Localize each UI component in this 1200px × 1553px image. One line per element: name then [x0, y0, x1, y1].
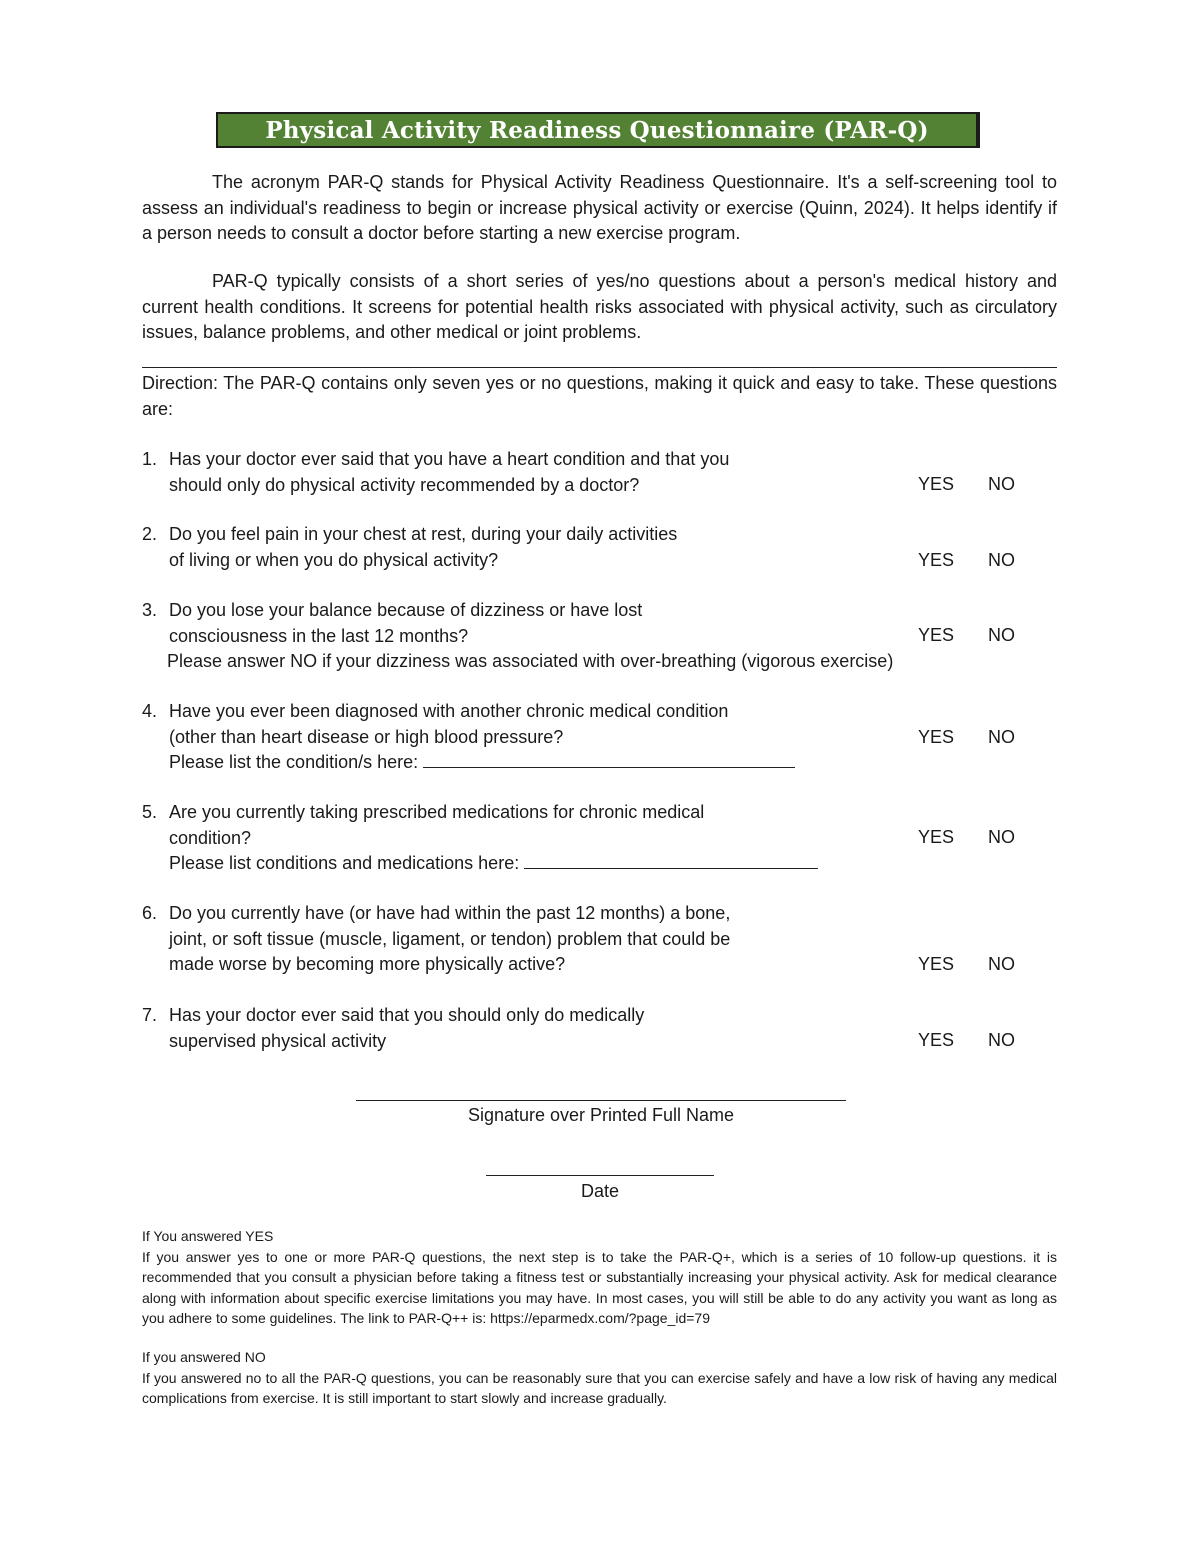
medications-input-line[interactable] [524, 852, 818, 869]
q3-no-option[interactable]: NO [988, 625, 1015, 645]
q2-no-option[interactable]: NO [988, 550, 1015, 570]
question-note: Please answer NO if your dizziness was associated with over-breathing (vigorous exercise) [167, 651, 894, 671]
question-text-line: Do you lose your balance because of dizziness or have lost [169, 600, 643, 620]
if-no-heading: If you answered NO [142, 1349, 266, 1365]
q2-yes-option[interactable]: YES [918, 550, 955, 570]
if-yes-section [142, 1226, 1057, 1329]
question-text-line: made worse by becoming more physically active? [169, 954, 566, 974]
question-number: 7. [142, 1005, 158, 1025]
intro-paragraph-1 [142, 170, 1057, 247]
title-banner [216, 112, 980, 148]
question-note-line [142, 750, 1057, 776]
question-text-line: of living or when you do physical activity? [169, 549, 499, 570]
question-text-line: Have you ever been diagnosed with another chronic medical condition [169, 701, 729, 721]
question-text-line: Has your doctor ever said that you should only do medically [169, 1005, 645, 1025]
if-no-section [142, 1347, 1057, 1409]
condition-input-line[interactable] [423, 751, 795, 768]
q1-no-option[interactable]: NO [988, 474, 1015, 494]
q3-yes-option[interactable]: YES [918, 625, 955, 645]
page-title: Physical Activity Readiness Questionnaire (PAR-Q) [265, 116, 929, 144]
question-text-line: Do you currently have (or have had within the past 12 months) a bone, [169, 903, 731, 923]
question-number: 1. [142, 449, 158, 469]
question-text-line: should only do physical activity recommended by a doctor? [169, 474, 640, 495]
q4-no-option[interactable]: NO [988, 727, 1015, 747]
question-text-line: joint, or soft tissue (muscle, ligament, or tendon) problem that could be [169, 928, 731, 949]
question-text-line: supervised physical activity [169, 1030, 387, 1051]
date-line[interactable] [486, 1175, 714, 1176]
q7-yes-option[interactable]: YES [918, 1030, 955, 1050]
section-divider [142, 367, 1057, 368]
question-text-line: condition? [169, 827, 252, 848]
intro-paragraph-2-text: PAR-Q typically consists of a short series of yes/no questions about a person's medical history and current health conditions. It screens for potential health risks associated with physical activity, such as circulatory issues, balance problems, and other medical or joint problems. [142, 271, 1057, 342]
q5-yes-option[interactable]: YES [918, 827, 955, 847]
question-text-line: Do you feel pain in your chest at rest, during your daily activities [169, 524, 678, 544]
q4-yes-option[interactable]: YES [918, 727, 955, 747]
q6-no-option[interactable]: NO [988, 954, 1015, 974]
question-number: 4. [142, 701, 158, 721]
question-number: 3. [142, 600, 158, 620]
if-yes-heading: If You answered YES [142, 1228, 274, 1244]
q7-no-option[interactable]: NO [988, 1030, 1015, 1050]
intro-paragraph-2 [142, 269, 1057, 346]
intro-paragraph-1-text: The acronym PAR-Q stands for Physical Activity Readiness Questionnaire. It's a self-screening tool to assess an individual's readiness to begin or increase physical activity or exercise (Quinn, 2024). It helps identify if a person needs to consult a doctor before starting a new exercise program. [142, 172, 1057, 243]
question-number: 5. [142, 802, 158, 822]
if-no-text: If you answered no to all the PAR-Q questions, you can be reasonably sure that you can exercise safely and have a low risk of having any medical complications from exercise. It is still important to start slowly and increase gradually. [142, 1369, 1057, 1406]
question-note: Please list conditions and medications here: [169, 853, 520, 873]
question-text-line: (other than heart disease or high blood pressure? [169, 726, 564, 747]
q6-yes-option[interactable]: YES [918, 954, 955, 974]
if-yes-text: If you answer yes to one or more PAR-Q questions, the next step is to take the PAR-Q+, which is a series of 10 follow-up questions. it is recommended that you consult a physician before taking a fitness test or substantially increasing your physical activity. Ask for medical clearance along with information about specific exercise limitations you may have. In most cases, you will still be able to do any activity you want as long as you adhere to some guidelines. The link to PAR-Q++ is: https://eparmedx.com/?page_id=79 [142, 1248, 1057, 1326]
question-note-line [142, 851, 1057, 877]
direction-text: Direction: The PAR-Q contains only seven yes or no questions, making it quick and easy to take. These questions are: [142, 373, 1057, 419]
signature-line[interactable] [356, 1100, 846, 1101]
q5-no-option[interactable]: NO [988, 827, 1015, 847]
signature-label: Signature over Printed Full Name [467, 1105, 735, 1125]
question-text-line: Are you currently taking prescribed medications for chronic medical [169, 802, 705, 822]
question-number: 6. [142, 903, 158, 923]
question-text-line: Has your doctor ever said that you have a heart condition and that you [169, 449, 730, 469]
question-text-line: consciousness in the last 12 months? [169, 625, 469, 646]
question-note: Please list the condition/s here: [169, 752, 419, 772]
question-number: 2. [142, 524, 158, 544]
date-label: Date [580, 1181, 620, 1201]
q1-yes-option[interactable]: YES [918, 474, 955, 494]
